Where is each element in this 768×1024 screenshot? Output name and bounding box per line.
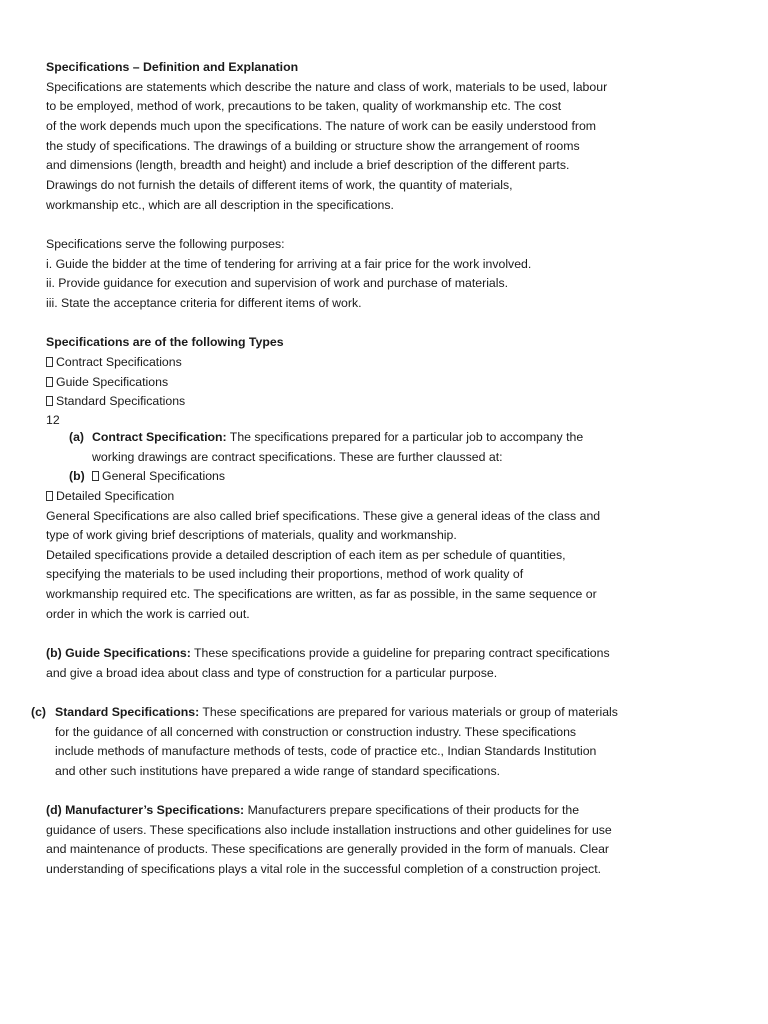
standard-term: Standard Specifications: (55, 705, 200, 719)
standard-line: for the guidance of all concerned with construction or construction industry. These specifications (55, 725, 577, 739)
standard-line: Standard Specifications: These specifications are prepared for various materials or group of materials (55, 705, 618, 719)
missing-glyph-icon (92, 471, 99, 481)
manufacturer-line: (d) Manufacturer’s Specifications: Manufacturers prepare specifications of their products for the (46, 803, 580, 817)
intro-line: Specifications are statements which describe the nature and class of work, materials to be used, labour (46, 80, 608, 94)
purpose-item: ii. Provide guidance for execution and supervision of work and purchase of materials. (46, 276, 509, 290)
contract-line: working drawings are contract specifications. These are further claussed at: (92, 450, 503, 464)
guide-term: (b) Guide Specifications: (46, 646, 191, 660)
manufacturer-line: guidance of users. These specifications also include installation instructions and other guidelines for use (46, 823, 612, 837)
contract-line: Contract Specification: The specifications prepared for a particular job to accompany the (92, 430, 584, 444)
detailed-item: Detailed Specification (46, 487, 174, 507)
sub-item: General Specifications (92, 467, 225, 487)
intro-line: of the work depends much upon the specifications. The nature of work can be easily understood from (46, 119, 597, 133)
intro-line: to be employed, method of work, precautions to be taken, quality of workmanship etc. The cost (46, 99, 562, 113)
intro-line: the study of specifications. The drawings of a building or structure show the arrangement of rooms (46, 139, 580, 153)
purposes-heading: Specifications serve the following purposes: (46, 237, 285, 251)
contract-body-line: type of work giving brief descriptions of materials, quality and workmanship. (46, 528, 457, 542)
page-number: 12 (46, 413, 60, 427)
contract-term: Contract Specification: (92, 430, 227, 444)
standard-line: and other such institutions have prepared a wide range of standard specifications. (55, 764, 501, 778)
guide-line: and give a broad idea about class and type of construction for a particular purpose. (46, 666, 498, 680)
guide-line: (b) Guide Specifications: These specifications provide a guideline for preparing contract specifications (46, 646, 610, 660)
manufacturer-term: (d) Manufacturer’s Specifications: (46, 803, 245, 817)
manufacturer-line: understanding of specifications plays a vital role in the successful completion of a construction project. (46, 862, 602, 876)
type-item: Contract Specifications (46, 353, 182, 373)
purpose-item: i. Guide the bidder at the time of tendering for arriving at a fair price for the work involved. (46, 257, 532, 271)
missing-glyph-icon (46, 491, 53, 501)
contract-body-line: specifying the materials to be used including their proportions, method of work quality of (46, 567, 524, 581)
sub-marker: (b) (69, 469, 85, 483)
standard-marker: (c) (31, 705, 47, 719)
type-item: Standard Specifications (46, 392, 185, 412)
contract-body-line: General Specifications are also called brief specifications. These give a general ideas of the class and (46, 509, 601, 523)
contract-body-line: order in which the work is carried out. (46, 607, 250, 621)
missing-glyph-icon (46, 396, 53, 406)
standard-line: include methods of manufacture methods of tests, code of practice etc., Indian Standards Institution (55, 744, 597, 758)
contract-body-line: workmanship required etc. The specifications are written, as far as possible, in the same sequence or (46, 587, 597, 601)
purpose-item: iii. State the acceptance criteria for different items of work. (46, 296, 362, 310)
contract-body-line: Detailed specifications provide a detailed description of each item as per schedule of quantities, (46, 548, 566, 562)
type-item: Guide Specifications (46, 373, 168, 393)
missing-glyph-icon (46, 357, 53, 367)
intro-line: Drawings do not furnish the details of different items of work, the quantity of materials, (46, 178, 513, 192)
types-heading: Specifications are of the following Types (46, 335, 284, 349)
intro-line: workmanship etc., which are all description in the specifications. (46, 198, 394, 212)
intro-heading: Specifications – Definition and Explanation (46, 60, 299, 74)
contract-marker: (a) (69, 430, 85, 444)
missing-glyph-icon (46, 377, 53, 387)
intro-line: and dimensions (length, breadth and height) and include a brief description of the different parts. (46, 158, 570, 172)
manufacturer-line: and maintenance of products. These specifications are generally provided in the form of manuals. Clear (46, 842, 610, 856)
